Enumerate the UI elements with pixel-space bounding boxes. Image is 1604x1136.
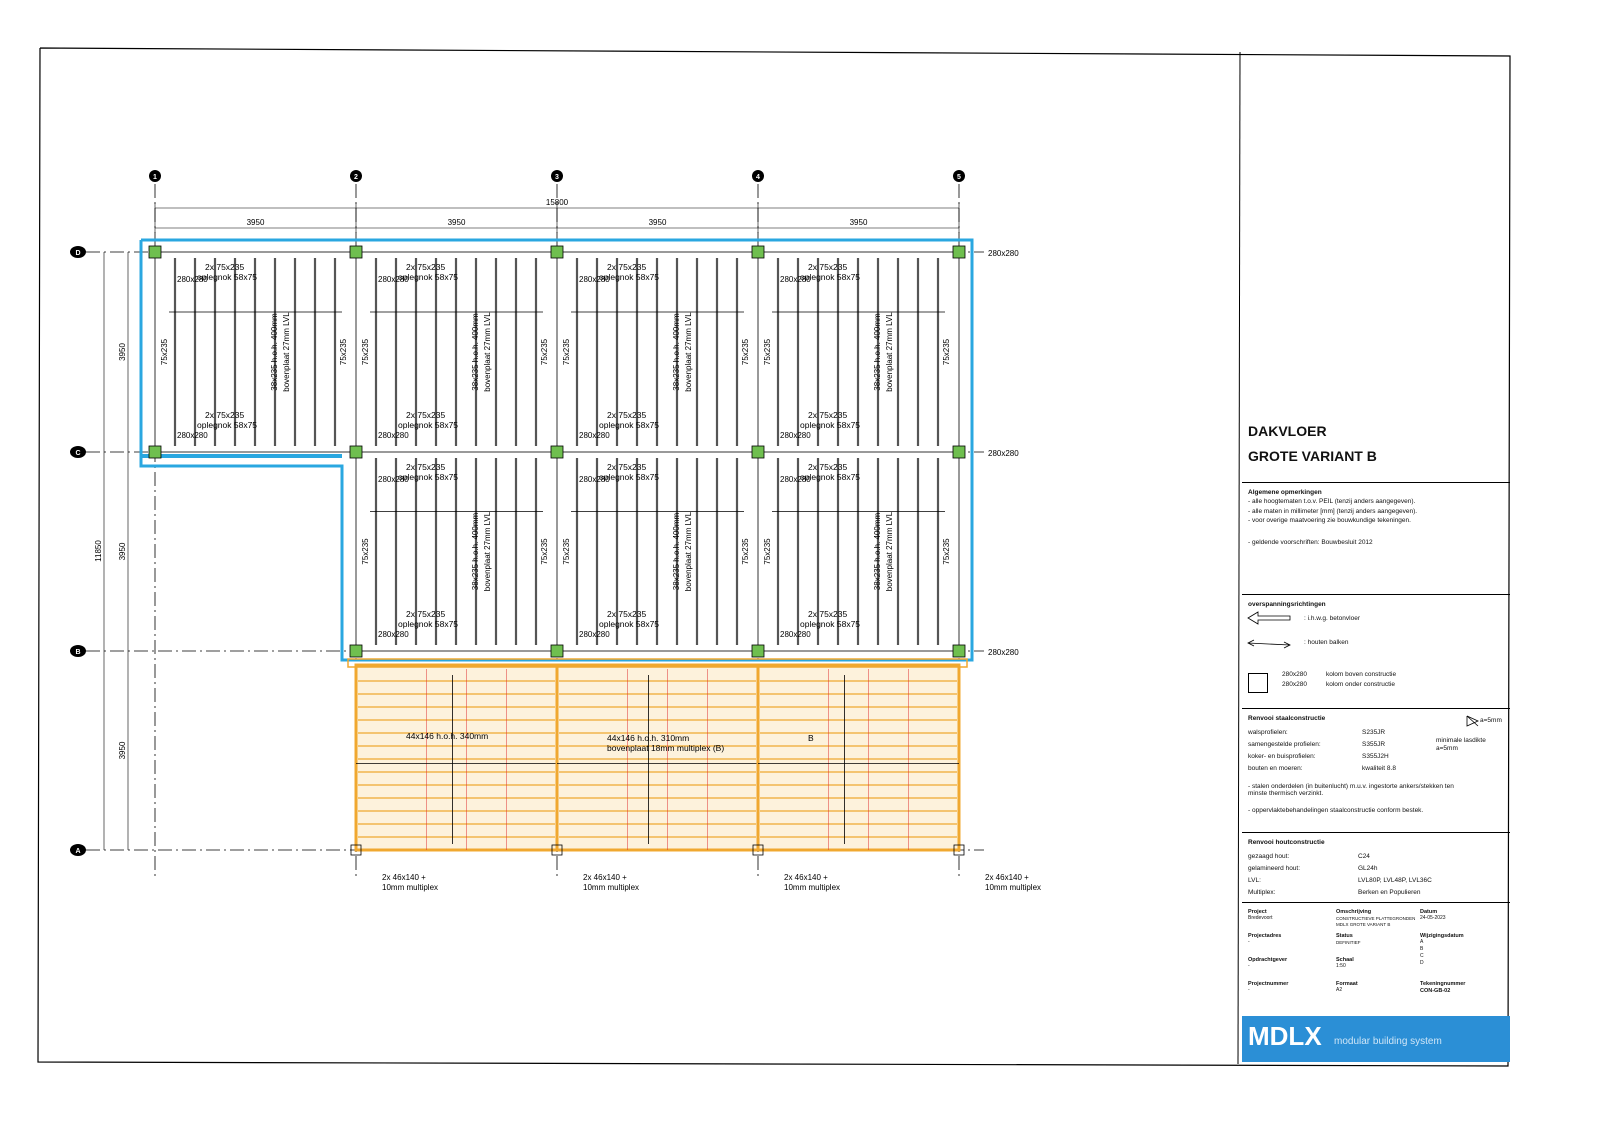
grid-row-label: A: [75, 848, 81, 855]
side-beam-label: 75x235: [741, 338, 750, 366]
joist-label: 38x235 h.o.h. 400mm: [873, 313, 882, 391]
column-icon: [350, 645, 362, 657]
beam-label: oplegnok 58x75: [800, 272, 861, 282]
beam-label: 2x 75x235: [607, 462, 647, 472]
beam-label: oplegnok 58x75: [800, 420, 861, 430]
joist-label: bovenplaat 27mm LVL: [684, 511, 693, 592]
grid-column-label: 2: [354, 174, 358, 181]
steel-heading: Renvooi staalconstructie: [1248, 715, 1326, 722]
joist-label: bovenplaat 27mm LVL: [885, 511, 894, 592]
beam-label: oplegnok 58x75: [800, 619, 861, 629]
general-note: - alle maten in millimeter [mm] (tenzij anders aangegeven).: [1248, 507, 1418, 515]
meta-key: Formaat: [1336, 981, 1358, 987]
steel-note: - stalen onderdelen (in buitenlucht) m.u.v. ingestorte ankers/stekken ten minste thermisch verzinkt.: [1248, 783, 1454, 798]
orange-joist-label: B: [808, 733, 814, 743]
bottom-beam-label: 2x 46x140 +: [985, 873, 1029, 882]
bottom-beam-label: 10mm multiplex: [784, 883, 841, 892]
project-meta-section: [1242, 902, 1510, 1017]
company-logo: [1242, 1016, 1510, 1062]
logo-tagline: modular building system: [1334, 1036, 1442, 1047]
meta-key: Status: [1336, 933, 1353, 939]
bay-width-label: 3950: [447, 218, 466, 227]
grid-row-label: B: [75, 649, 81, 656]
column-icon: [149, 446, 161, 458]
column-size-label: 280x280: [780, 431, 811, 440]
meta-value: Bredevoort: [1248, 915, 1273, 921]
column-below-label: kolom onder constructie: [1326, 681, 1396, 688]
column-above-label: kolom boven constructie: [1326, 671, 1397, 678]
meta-key: Datum: [1420, 909, 1438, 915]
beam-label: oplegnok 58x75: [599, 272, 660, 282]
span-wood-label: : houten balken: [1304, 639, 1349, 646]
column-icon: [953, 645, 965, 657]
beam-label: oplegnok 58x75: [800, 472, 861, 482]
beam-label: oplegnok 58x75: [197, 420, 258, 430]
beam-label: 2x 75x235: [808, 609, 848, 619]
span-arrow-icons: [1246, 611, 1306, 661]
steel-value: kwaliteit 8.8: [1362, 765, 1396, 772]
column-size-label: 280x280: [177, 431, 208, 440]
joist-label: 38x235 h.o.h. 400mm: [672, 512, 681, 591]
column-size-label: 280x280: [988, 249, 1019, 258]
column-size-label: 280x280: [378, 275, 409, 284]
side-beam-label: 75x235: [942, 338, 951, 366]
column-above-dim: 280x280: [1282, 671, 1307, 678]
floor-plan: [70, 170, 1041, 892]
general-note: - voor overige maatvoering zie bouwkundige tekeningen.: [1248, 517, 1411, 525]
side-beam-label: 75x235: [763, 538, 772, 565]
column-size-label: 280x280: [378, 431, 409, 440]
bottom-beam-label: 10mm multiplex: [985, 883, 1042, 892]
column-below-dim: 280x280: [1282, 681, 1307, 688]
span-directions-section: [1242, 594, 1510, 709]
meta-value: 1:50: [1336, 963, 1346, 969]
side-beam-label: 75x235: [942, 538, 951, 565]
steel-value: S355JR: [1362, 741, 1386, 748]
meta-value: CONSTRUCTIEVE PLATTEGRONDEN: [1336, 916, 1416, 921]
bottom-beam-label: 2x 46x140 +: [583, 873, 627, 882]
side-beam-label: 75x235: [361, 538, 370, 565]
beam-label: 2x 75x235: [205, 410, 245, 420]
span-heading: overspanningsrichtingen: [1248, 601, 1326, 608]
meta-key: Opdrachtgever: [1248, 957, 1288, 963]
joist-label: bovenplaat 27mm LVL: [885, 312, 894, 392]
total-height-label: 11850: [94, 540, 103, 562]
joist-label: 38x235 h.o.h. 400mm: [270, 313, 279, 391]
meta-key: Project: [1248, 909, 1267, 915]
beam-label: 2x 75x235: [205, 262, 245, 272]
beam-label: oplegnok 58x75: [599, 420, 660, 430]
steel-key: bouten en moeren:: [1248, 765, 1303, 772]
beam-label: 2x 75x235: [607, 262, 647, 272]
bay-width-label: 3950: [246, 218, 265, 227]
beam-label: 2x 75x235: [406, 410, 446, 420]
wood-section: [1242, 832, 1510, 903]
concrete-span-arrow-icon: [1248, 612, 1290, 624]
column-size-label: 280x280: [780, 630, 811, 639]
meta-value: -: [1248, 939, 1250, 945]
meta-key: Omschrijving: [1336, 909, 1372, 915]
wood-value: C24: [1358, 853, 1370, 860]
column-icon: [752, 446, 764, 458]
column-size-label: 280x280: [579, 630, 610, 639]
grid-row-label: C: [75, 450, 81, 457]
grid-column-label: 1: [153, 174, 157, 181]
drawing-subtitle: GROTE VARIANT B: [1248, 448, 1377, 464]
drawing-title: DAKVLOER: [1248, 423, 1327, 439]
steel-section: [1242, 708, 1510, 833]
bottom-beam-label: 2x 46x140 +: [382, 873, 426, 882]
beam-label: 2x 75x235: [808, 262, 848, 272]
general-note: - geldende voorschriften: Bouwbesluit 2012: [1248, 538, 1373, 546]
column-size-label: 280x280: [177, 275, 208, 284]
side-beam-label: 75x235: [562, 338, 571, 366]
joist-label: bovenplaat 27mm LVL: [483, 312, 492, 392]
column-icon: [551, 246, 563, 258]
meta-value: C: [1420, 953, 1424, 959]
column-size-label: 280x280: [780, 275, 811, 284]
weld-note: minimale lasdikte: [1436, 737, 1486, 744]
column-square-icon: [1248, 673, 1268, 693]
meta-value: D: [1420, 960, 1424, 966]
column-size-label: 280x280: [378, 630, 409, 639]
orange-bay: [557, 665, 758, 850]
meta-value: B: [1420, 946, 1424, 952]
meta-value: A2: [1336, 987, 1343, 993]
column-size-label: 280x280: [579, 475, 610, 484]
beam-label: oplegnok 58x75: [398, 619, 459, 629]
weld-note: a=5mm: [1436, 745, 1458, 752]
side-beam-label: 75x235: [741, 538, 750, 565]
steel-note: - oppervlaktebehandelingen staalconstructie conform bestek.: [1248, 807, 1424, 814]
column-icon: [149, 246, 161, 258]
beam-label: 2x 75x235: [607, 410, 647, 420]
grid-row-label: D: [75, 250, 81, 257]
bottom-beam-label: 10mm multiplex: [382, 883, 439, 892]
beam-label: 2x 75x235: [808, 462, 848, 472]
wood-value: Berken en Populieren: [1358, 889, 1421, 896]
joist-label: 38x235 h.o.h. 400mm: [471, 512, 480, 591]
meta-key: Wijzigingsdatum: [1420, 933, 1464, 939]
column-icon: [350, 446, 362, 458]
wood-key: gezaagd hout:: [1248, 853, 1290, 860]
steel-key: koker- en buisprofielen:: [1248, 753, 1316, 760]
column-icon: [752, 246, 764, 258]
weld-icon: [1466, 715, 1480, 727]
side-beam-label: 75x235: [339, 338, 348, 366]
logo-text: MDLX: [1248, 1021, 1322, 1051]
meta-value: 24-05-2023: [1420, 915, 1446, 921]
joist-label: bovenplaat 27mm LVL: [483, 511, 492, 592]
column-icon: [551, 645, 563, 657]
column-size-label: 280x280: [378, 475, 409, 484]
meta-value: -: [1248, 987, 1250, 993]
column-size-label: 280x280: [988, 648, 1019, 657]
joist-label: 38x235 h.o.h. 400mm: [672, 313, 681, 391]
beam-label: 2x 75x235: [406, 462, 446, 472]
orange-joist-label: 44x146 h.o.h. 340mm: [406, 731, 489, 741]
beam-label: oplegnok 58x75: [599, 472, 660, 482]
grid-column-label: 4: [756, 174, 760, 181]
general-notes-section: [1242, 482, 1510, 554]
meta-value: CON-GB-02: [1420, 988, 1451, 994]
span-concrete-label: : i.h.w.g. betonvloer: [1304, 615, 1361, 622]
overall-length-label: 15800: [545, 198, 569, 207]
wood-key: gelamineerd hout:: [1248, 865, 1301, 872]
weld-symbol-label: a=5mm: [1480, 717, 1502, 724]
column-icon: [350, 246, 362, 258]
grid-column-label: 3: [555, 174, 559, 181]
wood-key: Multiplex:: [1248, 889, 1276, 896]
orange-joist-label: 44x146 h.o.h. 310mm: [607, 733, 690, 743]
side-beam-label: 75x235: [540, 538, 549, 565]
side-beam-label: 75x235: [562, 538, 571, 565]
column-icon: [953, 446, 965, 458]
grid-column-label: 5: [957, 174, 961, 181]
beam-label: 2x 75x235: [808, 410, 848, 420]
meta-value: MDLX GROTE VARIANT B: [1336, 922, 1391, 927]
joist-label: 38x235 h.o.h. 400mm: [471, 313, 480, 391]
wood-span-arrow-icon: [1248, 643, 1290, 645]
side-beam-label: 75x235: [160, 338, 169, 366]
column-icon: [953, 246, 965, 258]
beam-label: 2x 75x235: [406, 262, 446, 272]
steel-key: walsprofielen:: [1248, 729, 1288, 736]
beam-label: oplegnok 58x75: [599, 619, 660, 629]
general-notes-heading: Algemene opmerkingen: [1248, 489, 1322, 496]
column-size-label: 280x280: [579, 431, 610, 440]
beam-label: 2x 75x235: [607, 609, 647, 619]
beam-label: oplegnok 58x75: [398, 272, 459, 282]
column-size-label: 280x280: [780, 475, 811, 484]
steel-value: S235JR: [1362, 729, 1386, 736]
wood-value: GL24h: [1358, 865, 1378, 872]
beam-label: 2x 75x235: [406, 609, 446, 619]
joist-label: bovenplaat 27mm LVL: [282, 312, 291, 392]
column-icon: [752, 645, 764, 657]
orange-bay: [356, 665, 557, 850]
bottom-beam-label: 2x 46x140 +: [784, 873, 828, 882]
side-beam-label: 75x235: [361, 338, 370, 366]
general-note: - alle hoogtematen t.o.v. PEIL (tenzij anders aangegeven).: [1248, 498, 1416, 506]
meta-value: -: [1248, 963, 1250, 969]
bay-height-label: 3950: [118, 343, 127, 361]
joist-label: 38x235 h.o.h. 400mm: [873, 512, 882, 591]
steel-value: S355J2H: [1362, 753, 1389, 760]
meta-key: Tekeningnummer: [1420, 981, 1466, 987]
wood-key: LVL:: [1248, 877, 1261, 884]
bay-height-label: 3950: [118, 542, 127, 561]
column-size-label: 280x280: [579, 275, 610, 284]
meta-value: A: [1420, 939, 1424, 945]
title-block: [1242, 48, 1510, 1064]
meta-key: Schaal: [1336, 957, 1354, 963]
steel-key: samengestelde profielen:: [1248, 741, 1321, 748]
column-size-label: 280x280: [988, 449, 1019, 458]
orange-bay: [758, 665, 959, 850]
beam-label: oplegnok 58x75: [398, 420, 459, 430]
meta-key: Projectnummer: [1248, 981, 1289, 987]
column-icon: [551, 446, 563, 458]
bay-width-label: 3950: [849, 218, 868, 227]
bay-width-label: 3950: [648, 218, 667, 227]
joist-label: bovenplaat 27mm LVL: [684, 312, 693, 392]
meta-value: DEFINITIEF: [1336, 940, 1361, 945]
side-beam-label: 75x235: [540, 338, 549, 366]
wood-heading: Renvooi houtconstructie: [1248, 839, 1325, 846]
titleblock-divider: [1238, 52, 1240, 1064]
side-beam-label: 75x235: [763, 338, 772, 366]
meta-key: Projectadres: [1248, 933, 1282, 939]
wood-value: LVL80P, LVL48P, LVL36C: [1358, 877, 1432, 884]
beam-label: oplegnok 58x75: [398, 472, 459, 482]
bay-height-label: 3950: [118, 741, 127, 760]
orange-joist-label: bovenplaat 18mm multiplex (B): [607, 743, 725, 753]
beam-label: oplegnok 58x75: [197, 272, 258, 282]
bottom-beam-label: 10mm multiplex: [583, 883, 640, 892]
